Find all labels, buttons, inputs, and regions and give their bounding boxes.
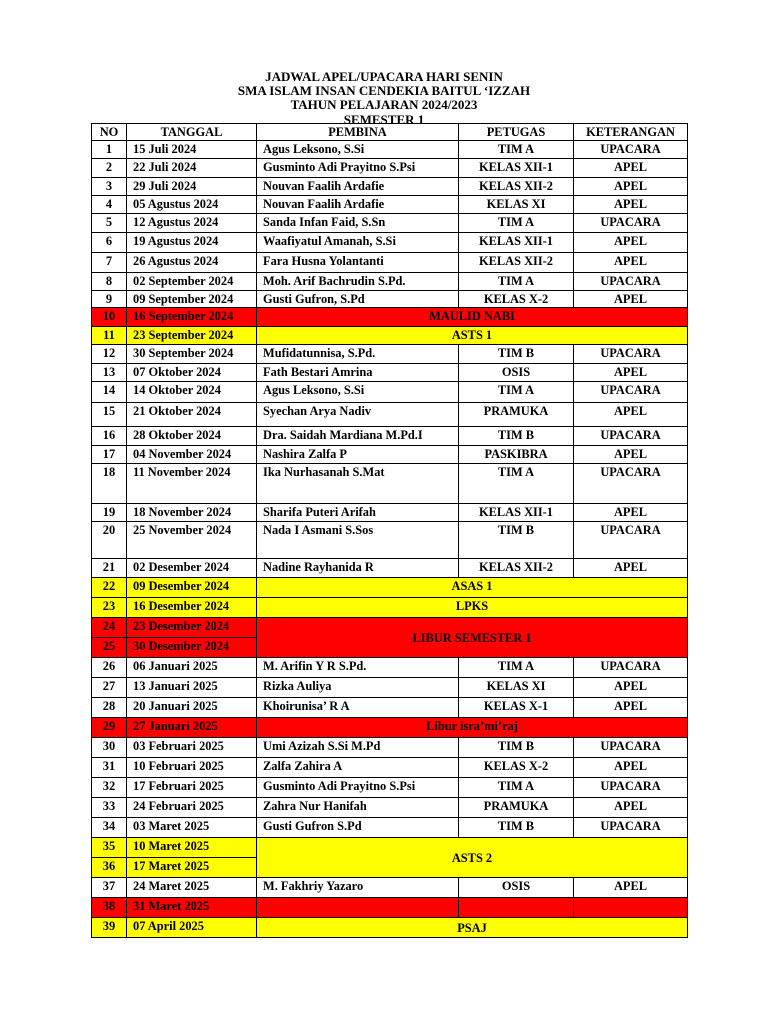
cell-pembina: Zahra Nur Hanifah — [257, 798, 459, 818]
cell-tanggal: 18 November 2024 — [127, 504, 257, 522]
cell-petugas: KELAS XII-1 — [459, 159, 574, 178]
table-row-holiday — [92, 618, 688, 638]
table-row — [92, 758, 688, 778]
schedule-table — [91, 123, 688, 938]
cell-keterangan: APEL — [574, 364, 688, 382]
title-line-4: SEMESTER 1 — [343, 111, 425, 127]
table-row — [92, 698, 688, 718]
cell-tanggal: 23 Desember 2024 — [127, 618, 257, 638]
table-row — [92, 196, 688, 214]
cell-keterangan: APEL — [574, 446, 688, 464]
cell-petugas: KELAS X-2 — [459, 291, 574, 308]
cell-pembina: Ika Nurhasanah S.Mat — [257, 464, 459, 504]
col-header-keterangan: KETERANGAN — [574, 124, 688, 141]
table-row — [92, 291, 688, 308]
cell-pembina: Zalfa Zahira A — [257, 758, 459, 778]
table-row — [92, 818, 688, 838]
cell-pembina: Sanda Infan Faid, S.Sn — [257, 214, 459, 233]
table-row — [92, 427, 688, 446]
cell-keterangan: APEL — [574, 159, 688, 178]
cell-tanggal: 10 Maret 2025 — [127, 838, 257, 858]
cell-pembina: Nashira Zalfa P — [257, 446, 459, 464]
cell-petugas: TIM B — [459, 738, 574, 758]
cell-event: MAULID NABI — [257, 308, 688, 327]
cell-no: 34 — [92, 818, 127, 838]
cell-tanggal: 23 September 2024 — [127, 327, 257, 345]
cell-keterangan: UPACARA — [574, 778, 688, 798]
cell-keterangan: APEL — [574, 504, 688, 522]
cell-tanggal: 28 Oktober 2024 — [127, 427, 257, 446]
cell-no: 8 — [92, 273, 127, 291]
cell-tanggal: 24 Maret 2025 — [127, 878, 257, 898]
cell-petugas: TIM B — [459, 522, 574, 559]
cell-keterangan: APEL — [574, 233, 688, 253]
cell-tanggal: 14 Oktober 2024 — [127, 382, 257, 403]
cell-event: ASTS 2 — [257, 838, 688, 878]
cell-no: 10 — [92, 308, 127, 327]
cell-no: 5 — [92, 214, 127, 233]
cell-petugas: OSIS — [459, 364, 574, 382]
cell-no: 16 — [92, 427, 127, 446]
cell-petugas: TIM B — [459, 427, 574, 446]
cell-tanggal: 06 Januari 2025 — [127, 658, 257, 678]
table-row — [92, 403, 688, 427]
cell-petugas: PRAMUKA — [459, 403, 574, 427]
table-header-row — [92, 124, 688, 141]
cell-keterangan: UPACARA — [574, 738, 688, 758]
table-row — [92, 345, 688, 364]
cell-pembina: Syechan Arya Nadiv — [257, 403, 459, 427]
cell-keterangan: APEL — [574, 878, 688, 898]
cell-no: 37 — [92, 878, 127, 898]
title-line-3: TAHUN PELAJARAN 2024/2023 — [290, 97, 478, 113]
cell-pembina: Gusti Gufron, S.Pd — [257, 291, 459, 308]
cell-tanggal: 09 September 2024 — [127, 291, 257, 308]
table-row — [92, 798, 688, 818]
cell-no: 35 — [92, 838, 127, 858]
table-row-holiday — [92, 898, 688, 918]
cell-pembina: Dra. Saidah Mardiana M.Pd.I — [257, 427, 459, 446]
cell-pembina: Fara Husna Yolantanti — [257, 253, 459, 273]
table-row — [92, 178, 688, 196]
table-row — [92, 678, 688, 698]
cell-keterangan: APEL — [574, 798, 688, 818]
cell-keterangan: UPACARA — [574, 273, 688, 291]
cell-no: 18 — [92, 464, 127, 504]
cell-petugas: TIM A — [459, 141, 574, 159]
table-row — [92, 233, 688, 253]
cell-no: 21 — [92, 559, 127, 578]
cell-no: 25 — [92, 638, 127, 658]
col-header-no: NO — [92, 124, 127, 141]
cell-petugas: OSIS — [459, 878, 574, 898]
cell-no: 17 — [92, 446, 127, 464]
title-line-2: SMA ISLAM INSAN CENDEKIA BAITUL ‘IZZAH — [237, 83, 531, 99]
table-row — [92, 253, 688, 273]
cell-tanggal: 16 September 2024 — [127, 308, 257, 327]
cell-petugas: TIM A — [459, 658, 574, 678]
cell-petugas: KELAS XI — [459, 196, 574, 214]
cell-tanggal: 25 November 2024 — [127, 522, 257, 559]
cell-tanggal: 22 Juli 2024 — [127, 159, 257, 178]
cell-keterangan: UPACARA — [574, 214, 688, 233]
col-header-tanggal: TANGGAL — [127, 124, 257, 141]
cell-tanggal: 03 Maret 2025 — [127, 818, 257, 838]
cell-pembina: M. Arifin Y R S.Pd. — [257, 658, 459, 678]
cell-no: 1 — [92, 141, 127, 159]
cell-no: 4 — [92, 196, 127, 214]
cell-no: 28 — [92, 698, 127, 718]
cell-tanggal: 11 November 2024 — [127, 464, 257, 504]
table-row — [92, 504, 688, 522]
cell-pembina: Rizka Auliya — [257, 678, 459, 698]
cell-no: 38 — [92, 898, 127, 918]
cell-tanggal: 26 Agustus 2024 — [127, 253, 257, 273]
cell-keterangan: APEL — [574, 291, 688, 308]
cell-tanggal: 29 Juli 2024 — [127, 178, 257, 196]
cell-no: 26 — [92, 658, 127, 678]
cell-empty — [574, 898, 688, 918]
cell-no: 29 — [92, 718, 127, 738]
table-row — [92, 159, 688, 178]
cell-pembina: Fath Bestari Amrina — [257, 364, 459, 382]
cell-no: 2 — [92, 159, 127, 178]
cell-tanggal: 21 Oktober 2024 — [127, 403, 257, 427]
cell-petugas: KELAS X-1 — [459, 698, 574, 718]
cell-tanggal: 10 Februari 2025 — [127, 758, 257, 778]
cell-no: 9 — [92, 291, 127, 308]
cell-no: 24 — [92, 618, 127, 638]
cell-tanggal: 07 Oktober 2024 — [127, 364, 257, 382]
cell-tanggal: 13 Januari 2025 — [127, 678, 257, 698]
cell-tanggal: 02 Desember 2024 — [127, 559, 257, 578]
cell-pembina: Mufidatunnisa, S.Pd. — [257, 345, 459, 364]
cell-event: LPKS — [257, 598, 688, 618]
cell-tanggal: 04 November 2024 — [127, 446, 257, 464]
cell-petugas: KELAS XII-2 — [459, 559, 574, 578]
cell-event: PSAJ — [257, 918, 688, 938]
cell-tanggal: 03 Februari 2025 — [127, 738, 257, 758]
col-header-pembina: PEMBINA — [257, 124, 459, 141]
cell-no: 36 — [92, 858, 127, 878]
cell-tanggal: 24 Februari 2025 — [127, 798, 257, 818]
cell-pembina: Nouvan Faalih Ardafie — [257, 196, 459, 214]
cell-keterangan: UPACARA — [574, 427, 688, 446]
document-header — [0, 70, 768, 127]
cell-pembina: Umi Azizah S.Si M.Pd — [257, 738, 459, 758]
cell-no: 3 — [92, 178, 127, 196]
table-row-holiday — [92, 308, 688, 327]
cell-event: ASTS 1 — [257, 327, 688, 345]
cell-tanggal: 20 Januari 2025 — [127, 698, 257, 718]
table-row — [92, 738, 688, 758]
cell-petugas: PASKIBRA — [459, 446, 574, 464]
cell-keterangan: UPACARA — [574, 464, 688, 504]
cell-keterangan: APEL — [574, 698, 688, 718]
cell-keterangan: UPACARA — [574, 382, 688, 403]
cell-keterangan: UPACARA — [574, 522, 688, 559]
cell-no: 11 — [92, 327, 127, 345]
cell-keterangan: APEL — [574, 178, 688, 196]
cell-tanggal: 16 Desember 2024 — [127, 598, 257, 618]
cell-no: 7 — [92, 253, 127, 273]
cell-petugas: KELAS X-2 — [459, 758, 574, 778]
cell-tanggal: 12 Agustus 2024 — [127, 214, 257, 233]
cell-no: 27 — [92, 678, 127, 698]
cell-tanggal: 05 Agustus 2024 — [127, 196, 257, 214]
table-row-exam — [92, 918, 688, 938]
cell-keterangan: APEL — [574, 196, 688, 214]
cell-pembina: Sharifa Puteri Arifah — [257, 504, 459, 522]
cell-keterangan: UPACARA — [574, 818, 688, 838]
table-row — [92, 464, 688, 504]
cell-keterangan: APEL — [574, 253, 688, 273]
cell-empty — [257, 898, 459, 918]
table-row — [92, 778, 688, 798]
cell-keterangan: UPACARA — [574, 345, 688, 364]
cell-keterangan: APEL — [574, 678, 688, 698]
col-header-petugas: PETUGAS — [459, 124, 574, 141]
table-row — [92, 446, 688, 464]
cell-tanggal: 30 Desember 2024 — [127, 638, 257, 658]
title-line-1: JADWAL APEL/UPACARA HARI SENIN — [265, 69, 503, 84]
cell-petugas: KELAS XII-1 — [459, 504, 574, 522]
cell-petugas: TIM B — [459, 818, 574, 838]
cell-no: 13 — [92, 364, 127, 382]
cell-event: Libur isra’mi’raj — [257, 718, 688, 738]
table-row — [92, 658, 688, 678]
cell-tanggal: 17 Februari 2025 — [127, 778, 257, 798]
table-row-exam — [92, 838, 688, 858]
cell-tanggal: 30 September 2024 — [127, 345, 257, 364]
cell-pembina: Agus Leksono, S.Si — [257, 141, 459, 159]
cell-empty — [459, 898, 574, 918]
cell-keterangan: APEL — [574, 758, 688, 778]
cell-tanggal: 31 Maret 2025 — [127, 898, 257, 918]
cell-no: 12 — [92, 345, 127, 364]
cell-no: 33 — [92, 798, 127, 818]
table-row-exam — [92, 598, 688, 618]
cell-no: 19 — [92, 504, 127, 522]
table-row-exam — [92, 578, 688, 598]
table-row — [92, 878, 688, 898]
cell-petugas: KELAS XII-2 — [459, 178, 574, 196]
cell-pembina: Gusminto Adi Prayitno S.Psi — [257, 159, 459, 178]
cell-keterangan: APEL — [574, 403, 688, 427]
cell-no: 31 — [92, 758, 127, 778]
cell-tanggal: 17 Maret 2025 — [127, 858, 257, 878]
cell-pembina: Agus Leksono, S.Si — [257, 382, 459, 403]
cell-tanggal: 15 Juli 2024 — [127, 141, 257, 159]
cell-keterangan: UPACARA — [574, 658, 688, 678]
cell-keterangan: UPACARA — [574, 141, 688, 159]
table-row — [92, 559, 688, 578]
cell-pembina: Nadine Rayhanida R — [257, 559, 459, 578]
cell-petugas: KELAS XI — [459, 678, 574, 698]
cell-pembina: Nouvan Faalih Ardafie — [257, 178, 459, 196]
cell-keterangan: APEL — [574, 559, 688, 578]
cell-pembina: Gusti Gufron S.Pd — [257, 818, 459, 838]
cell-event: ASAS 1 — [257, 578, 688, 598]
cell-tanggal: 09 Desember 2024 — [127, 578, 257, 598]
cell-pembina: M. Fakhriy Yazaro — [257, 878, 459, 898]
table-row — [92, 364, 688, 382]
cell-no: 15 — [92, 403, 127, 427]
cell-no: 22 — [92, 578, 127, 598]
table-row — [92, 382, 688, 403]
cell-pembina: Moh. Arif Bachrudin S.Pd. — [257, 273, 459, 291]
cell-petugas: TIM A — [459, 382, 574, 403]
cell-tanggal: 07 April 2025 — [127, 918, 257, 938]
cell-petugas: KELAS XII-1 — [459, 233, 574, 253]
table-row — [92, 273, 688, 291]
cell-no: 14 — [92, 382, 127, 403]
cell-event: LIBUR SEMESTER 1 — [257, 618, 688, 658]
cell-petugas: TIM B — [459, 345, 574, 364]
cell-tanggal: 27 Januari 2025 — [127, 718, 257, 738]
cell-no: 30 — [92, 738, 127, 758]
cell-pembina: Waafiyatul Amanah, S.Si — [257, 233, 459, 253]
cell-tanggal: 19 Agustus 2024 — [127, 233, 257, 253]
cell-petugas: PRAMUKA — [459, 798, 574, 818]
cell-no: 6 — [92, 233, 127, 253]
cell-no: 23 — [92, 598, 127, 618]
cell-tanggal: 02 September 2024 — [127, 273, 257, 291]
cell-petugas: KELAS XII-2 — [459, 253, 574, 273]
cell-no: 20 — [92, 522, 127, 559]
table-row — [92, 141, 688, 159]
table-row — [92, 522, 688, 559]
cell-no: 32 — [92, 778, 127, 798]
table-row-holiday — [92, 718, 688, 738]
cell-pembina: Nada I Asmani S.Sos — [257, 522, 459, 559]
table-row-exam — [92, 327, 688, 345]
table-row — [92, 214, 688, 233]
cell-no: 39 — [92, 918, 127, 938]
cell-petugas: TIM A — [459, 214, 574, 233]
cell-pembina: Khoirunisa’ R A — [257, 698, 459, 718]
cell-petugas: TIM A — [459, 273, 574, 291]
cell-petugas: TIM A — [459, 778, 574, 798]
cell-pembina: Gusminto Adi Prayitno S.Psi — [257, 778, 459, 798]
cell-petugas: TIM A — [459, 464, 574, 504]
